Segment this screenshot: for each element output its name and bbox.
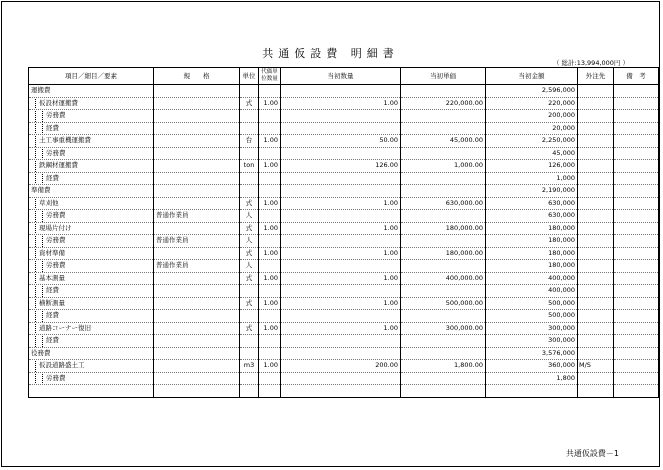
row-spec	[154, 247, 240, 260]
row-name-cell	[29, 197, 154, 210]
row-price	[401, 147, 486, 160]
row-name: 草刈他	[39, 198, 59, 207]
row-name-cell	[29, 85, 154, 98]
row-unit: 式	[240, 247, 259, 260]
row-outsource	[578, 222, 614, 235]
row-unit: 式	[240, 297, 259, 310]
row-price	[401, 260, 486, 273]
row-coef	[259, 385, 281, 398]
row-price: 630,000.00	[401, 197, 486, 210]
row-coef	[259, 347, 281, 360]
row-outsource	[578, 372, 614, 385]
row-amount: 400,000	[486, 272, 578, 285]
row-name-cell	[29, 172, 154, 185]
row-amount	[486, 385, 578, 398]
row-amount: 300,000	[486, 322, 578, 335]
row-remarks	[614, 185, 659, 198]
col-header-coef: 代価単 位数量	[259, 68, 281, 85]
row-name: 仮設材運搬費	[39, 98, 78, 107]
row-amount: 200,000	[486, 110, 578, 123]
row-spec	[154, 147, 240, 160]
row-name: 労務費	[46, 211, 66, 220]
row-qty: 1.00	[281, 222, 401, 235]
row-coef: 1.00	[259, 160, 281, 173]
table-row	[29, 122, 659, 135]
row-spec	[154, 185, 240, 198]
row-unit: 式	[240, 197, 259, 210]
row-name-cell	[29, 322, 154, 335]
col-header-price: 当初単価	[401, 68, 486, 85]
row-price: 1,800.00	[401, 360, 486, 373]
table-row	[29, 297, 659, 310]
row-name-cell	[29, 222, 154, 235]
row-remarks	[614, 272, 659, 285]
row-spec	[154, 272, 240, 285]
row-name-cell	[29, 347, 154, 360]
row-outsource	[578, 260, 614, 273]
row-spec	[154, 360, 240, 373]
table-row	[29, 272, 659, 285]
table-row	[29, 110, 659, 123]
row-coef: 1.00	[259, 197, 281, 210]
row-outsource	[578, 322, 614, 335]
row-outsource	[578, 110, 614, 123]
row-name: 鉄鋼材運搬費	[39, 161, 78, 170]
row-remarks	[614, 85, 659, 98]
row-remarks	[614, 310, 659, 323]
row-spec	[154, 197, 240, 210]
row-unit: 式	[240, 272, 259, 285]
row-unit: 人	[240, 210, 259, 223]
row-coef	[259, 335, 281, 348]
row-spec	[154, 347, 240, 360]
row-remarks	[614, 172, 659, 185]
grand-total-note: （ 総計:13,994,000円 ）	[552, 59, 629, 67]
row-name: 横断測量	[39, 298, 65, 307]
row-outsource	[578, 310, 614, 323]
row-remarks	[614, 222, 659, 235]
row-outsource	[578, 297, 614, 310]
row-name-cell	[29, 122, 154, 135]
row-spec	[154, 110, 240, 123]
row-remarks	[614, 110, 659, 123]
row-coef: 1.00	[259, 322, 281, 335]
row-remarks	[614, 122, 659, 135]
row-spec	[154, 285, 240, 298]
row-name-cell	[29, 335, 154, 348]
row-qty	[281, 122, 401, 135]
row-outsource	[578, 360, 614, 373]
row-unit	[240, 122, 259, 135]
row-name-cell	[29, 160, 154, 173]
row-unit: ton	[240, 160, 259, 173]
row-price	[401, 310, 486, 323]
table-row	[29, 135, 659, 148]
row-name-cell	[29, 97, 154, 110]
row-coef	[259, 85, 281, 98]
row-unit: m3	[240, 360, 259, 373]
table-row	[29, 322, 659, 335]
table-row	[29, 285, 659, 298]
row-coef: 1.00	[259, 135, 281, 148]
col-header-outsource: 外注先	[578, 68, 614, 85]
row-name: 労務費	[46, 111, 66, 120]
row-qty: 126.00	[281, 160, 401, 173]
row-qty	[281, 110, 401, 123]
row-remarks	[614, 135, 659, 148]
row-price: 400,000.00	[401, 272, 486, 285]
row-name: 運搬費	[31, 86, 51, 95]
table-row	[29, 360, 659, 373]
row-remarks	[614, 97, 659, 110]
cost-detail-table	[28, 67, 659, 398]
row-amount: 180,000	[486, 222, 578, 235]
row-unit	[240, 110, 259, 123]
row-coef: 1.00	[259, 360, 281, 373]
row-name-cell	[29, 385, 154, 398]
row-qty	[281, 260, 401, 273]
row-name: 役務費	[31, 348, 51, 357]
row-unit: 式	[240, 322, 259, 335]
row-spec	[154, 310, 240, 323]
row-spec: 普通作業員	[154, 260, 240, 273]
row-outsource	[578, 285, 614, 298]
row-coef	[259, 147, 281, 160]
row-price	[401, 210, 486, 223]
row-price	[401, 285, 486, 298]
row-name: 経費	[46, 286, 59, 295]
row-outsource	[578, 347, 614, 360]
row-unit	[240, 185, 259, 198]
table-row	[29, 335, 659, 348]
row-price	[401, 372, 486, 385]
col-header-remarks: 備 考	[614, 68, 659, 85]
row-note: M/S	[579, 361, 591, 369]
table-row	[29, 247, 659, 260]
row-qty	[281, 335, 401, 348]
row-amount: 630,000	[486, 210, 578, 223]
row-qty	[281, 185, 401, 198]
row-qty: 50.00	[281, 135, 401, 148]
row-outsource	[578, 97, 614, 110]
row-remarks	[614, 347, 659, 360]
row-amount: 360,000	[486, 360, 578, 373]
table-row	[29, 260, 659, 273]
row-amount: 630,000	[486, 197, 578, 210]
row-qty: 1.00	[281, 247, 401, 260]
row-outsource	[578, 185, 614, 198]
row-qty	[281, 285, 401, 298]
col-header-amount: 当初金額	[486, 68, 578, 85]
document-sheet	[1, 1, 660, 467]
table-row	[29, 197, 659, 210]
row-name-cell	[29, 185, 154, 198]
row-coef	[259, 285, 281, 298]
row-remarks	[614, 197, 659, 210]
page-footer: 共通仮設費－1	[565, 449, 619, 458]
row-price: 220,000.00	[401, 97, 486, 110]
table-row	[29, 310, 659, 323]
row-remarks	[614, 210, 659, 223]
table-row	[29, 185, 659, 198]
row-remarks	[614, 235, 659, 248]
row-unit	[240, 335, 259, 348]
row-spec	[154, 160, 240, 173]
row-remarks	[614, 372, 659, 385]
row-coef: 1.00	[259, 247, 281, 260]
row-remarks	[614, 247, 659, 260]
row-qty: 200.00	[281, 360, 401, 373]
row-unit: 人	[240, 260, 259, 273]
row-qty: 1.00	[281, 297, 401, 310]
row-outsource	[578, 160, 614, 173]
row-outsource	[578, 197, 614, 210]
row-amount: 1,000	[486, 172, 578, 185]
row-unit: 台	[240, 135, 259, 148]
row-name: 基本測量	[39, 273, 65, 282]
row-unit: 式	[240, 222, 259, 235]
row-qty	[281, 235, 401, 248]
row-qty	[281, 85, 401, 98]
table-row	[29, 97, 659, 110]
row-coef	[259, 372, 281, 385]
row-amount: 1,800	[486, 372, 578, 385]
row-name-cell	[29, 135, 154, 148]
row-qty: 1.00	[281, 272, 401, 285]
row-price	[401, 110, 486, 123]
row-outsource	[578, 235, 614, 248]
row-remarks	[614, 297, 659, 310]
row-name: 資材準備	[39, 248, 65, 257]
row-spec: 普通作業員	[154, 210, 240, 223]
row-name: 準備費	[31, 186, 51, 195]
row-qty	[281, 347, 401, 360]
row-remarks	[614, 147, 659, 160]
row-price: 500,000.00	[401, 297, 486, 310]
row-price	[401, 235, 486, 248]
row-remarks	[614, 160, 659, 173]
table-row	[29, 172, 659, 185]
row-remarks	[614, 360, 659, 373]
row-name-cell	[29, 360, 154, 373]
row-outsource	[578, 385, 614, 398]
row-name: 労務費	[46, 236, 66, 245]
row-price: 180,000.00	[401, 247, 486, 260]
table-row	[29, 347, 659, 360]
row-coef	[259, 260, 281, 273]
row-amount: 220,000	[486, 97, 578, 110]
col-header-spec: 規 格	[154, 68, 240, 85]
row-outsource	[578, 210, 614, 223]
row-price	[401, 122, 486, 135]
row-outsource	[578, 147, 614, 160]
row-name-cell	[29, 272, 154, 285]
row-spec	[154, 297, 240, 310]
row-unit	[240, 285, 259, 298]
row-price: 45,000.00	[401, 135, 486, 148]
row-coef	[259, 235, 281, 248]
row-coef: 1.00	[259, 97, 281, 110]
row-amount: 126,000	[486, 160, 578, 173]
row-name-cell	[29, 110, 154, 123]
row-coef: 1.00	[259, 272, 281, 285]
row-coef	[259, 210, 281, 223]
row-name: 労務費	[46, 148, 66, 157]
row-spec	[154, 122, 240, 135]
row-amount: 2,596,000	[486, 85, 578, 98]
row-qty	[281, 172, 401, 185]
col-header-name: 項目／細目／要素	[29, 68, 154, 85]
row-qty: 1.00	[281, 197, 401, 210]
row-amount: 180,000	[486, 247, 578, 260]
table-row	[29, 385, 659, 398]
row-remarks	[614, 335, 659, 348]
row-name: 労務費	[46, 373, 66, 382]
row-remarks	[614, 385, 659, 398]
col-header-unit: 単位	[240, 68, 259, 85]
row-price: 180,000.00	[401, 222, 486, 235]
row-unit	[240, 385, 259, 398]
row-price	[401, 185, 486, 198]
row-remarks	[614, 322, 659, 335]
row-unit	[240, 85, 259, 98]
row-outsource	[578, 335, 614, 348]
row-outsource	[578, 272, 614, 285]
row-spec	[154, 135, 240, 148]
row-outsource	[578, 122, 614, 135]
table-row	[29, 85, 659, 98]
row-qty: 1.00	[281, 322, 401, 335]
row-unit	[240, 347, 259, 360]
document-title: 共通仮設費 明細書	[262, 47, 399, 60]
table-row	[29, 235, 659, 248]
row-coef	[259, 172, 281, 185]
row-name-cell	[29, 147, 154, 160]
row-outsource	[578, 247, 614, 260]
row-coef: 1.00	[259, 297, 281, 310]
row-price: 300,000.00	[401, 322, 486, 335]
table-row	[29, 160, 659, 173]
row-unit	[240, 172, 259, 185]
row-name-cell	[29, 297, 154, 310]
row-name: 経費	[46, 173, 59, 182]
row-spec	[154, 372, 240, 385]
row-name-cell	[29, 310, 154, 323]
row-coef	[259, 122, 281, 135]
row-spec	[154, 322, 240, 335]
row-name-cell	[29, 210, 154, 223]
row-price	[401, 85, 486, 98]
table-row	[29, 222, 659, 235]
row-qty	[281, 385, 401, 398]
row-outsource	[578, 85, 614, 98]
row-unit: 人	[240, 235, 259, 248]
row-name: 道路コーナー復旧	[39, 323, 91, 332]
row-spec	[154, 97, 240, 110]
row-qty	[281, 372, 401, 385]
row-spec	[154, 385, 240, 398]
row-price	[401, 385, 486, 398]
row-name-cell	[29, 260, 154, 273]
row-outsource	[578, 172, 614, 185]
row-coef	[259, 185, 281, 198]
row-qty	[281, 210, 401, 223]
row-amount: 3,576,000	[486, 347, 578, 360]
row-amount: 500,000	[486, 297, 578, 310]
row-amount: 180,000	[486, 260, 578, 273]
row-name-cell	[29, 372, 154, 385]
row-name: 労務費	[46, 261, 66, 270]
table-row	[29, 147, 659, 160]
row-coef	[259, 310, 281, 323]
row-spec: 普通作業員	[154, 235, 240, 248]
row-amount: 2,250,000	[486, 135, 578, 148]
row-unit	[240, 147, 259, 160]
row-unit	[240, 372, 259, 385]
row-name: 仮設道路盛土工	[39, 361, 85, 370]
row-name: 経費	[46, 336, 59, 345]
row-price	[401, 335, 486, 348]
row-name-cell	[29, 285, 154, 298]
row-coef	[259, 110, 281, 123]
table-header-row	[29, 68, 659, 85]
row-qty	[281, 147, 401, 160]
row-amount: 45,000	[486, 147, 578, 160]
row-outsource	[578, 135, 614, 148]
row-coef: 1.00	[259, 222, 281, 235]
row-spec	[154, 172, 240, 185]
row-price	[401, 347, 486, 360]
row-price: 1,000.00	[401, 160, 486, 173]
row-amount: 2,190,000	[486, 185, 578, 198]
row-name: 現場片付け	[39, 223, 72, 232]
row-name: 土工事重機運搬費	[39, 136, 91, 145]
row-name-cell	[29, 247, 154, 260]
row-qty: 1.00	[281, 97, 401, 110]
row-amount: 300,000	[486, 335, 578, 348]
table-row	[29, 210, 659, 223]
row-amount: 20,000	[486, 122, 578, 135]
row-amount: 400,000	[486, 285, 578, 298]
row-name: 経費	[46, 311, 59, 320]
row-price	[401, 172, 486, 185]
row-remarks	[614, 260, 659, 273]
row-name: 経費	[46, 123, 59, 132]
row-unit: 式	[240, 97, 259, 110]
row-qty	[281, 310, 401, 323]
table-row	[29, 372, 659, 385]
row-amount: 500,000	[486, 310, 578, 323]
row-spec	[154, 335, 240, 348]
row-unit	[240, 310, 259, 323]
row-spec	[154, 85, 240, 98]
row-amount: 180,000	[486, 235, 578, 248]
col-header-qty: 当初数量	[281, 68, 401, 85]
row-name-cell	[29, 235, 154, 248]
row-spec	[154, 222, 240, 235]
row-remarks	[614, 285, 659, 298]
